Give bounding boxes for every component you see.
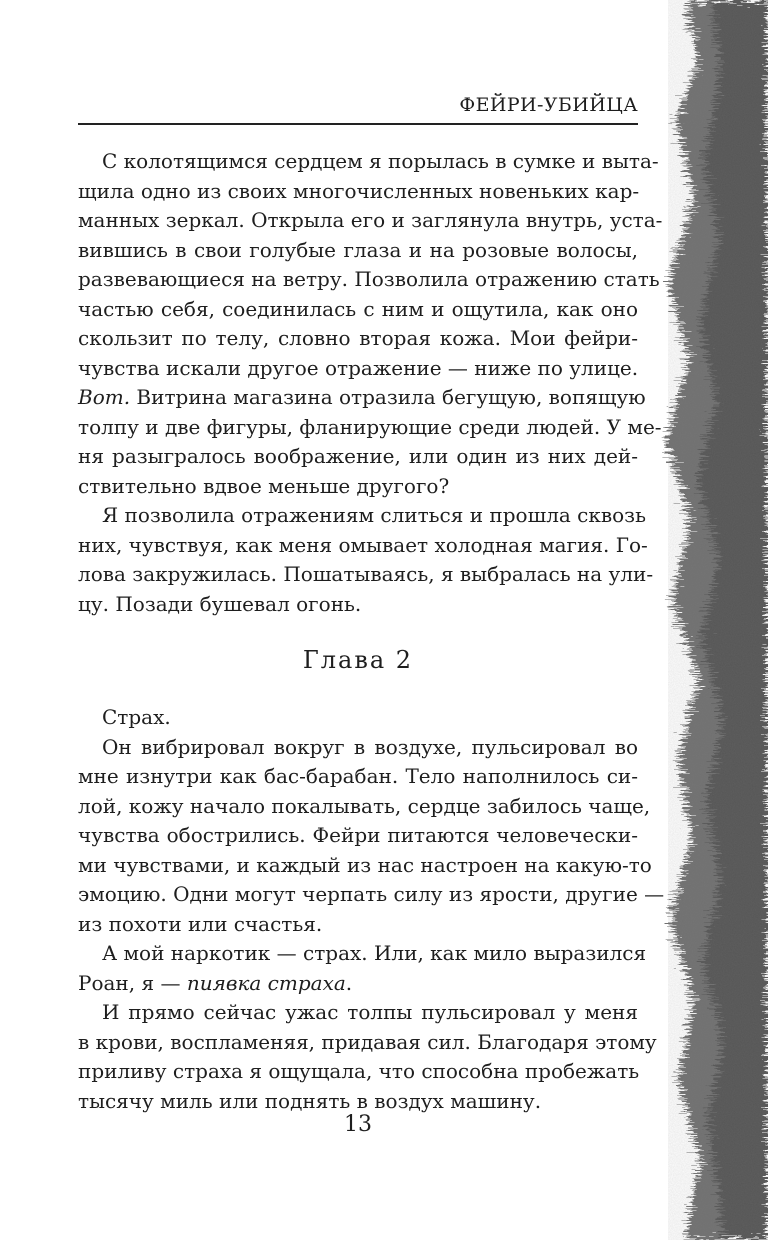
text-line-with-italic [78, 383, 646, 413]
period: . [345, 970, 353, 995]
page-number: 13 [344, 1112, 372, 1137]
text-line: в крови, воспламеняя, придавая сил. Благодаря этому [78, 1029, 657, 1054]
text-line: ствительно вдвое меньше другого? [78, 473, 450, 498]
text-line: чувства обострились. Фейри питаются человечески- [78, 823, 638, 847]
text-line: чувства искали другое отражение — ниже по улице. [78, 355, 639, 380]
text-line: частью себя, соединилась с ним и ощутила, как оно [78, 296, 638, 321]
body-text-section-1 [78, 147, 663, 619]
text-line: приливу страха я ощущала, что способна пробежать [78, 1059, 640, 1083]
text-line: эмоцию. Одни могут черпать силу из ярости, другие — [78, 882, 665, 906]
text-line: развевающиеся на ветру. Позволила отражению стать [78, 267, 660, 291]
text-line: щила одно из своих многочисленных новеньких кар- [78, 178, 640, 203]
text-line: из похоти или счастья. [78, 911, 323, 936]
text-fragment: Роан, я — [78, 970, 181, 995]
text-line: тысячу миль или поднять в воздух машину. [78, 1088, 542, 1113]
text-line: них, чувствуя, как меня омывает холодная магия. Го- [78, 532, 648, 557]
text-line: Я позволила отражениям слиться и прошла сквозь [102, 503, 646, 527]
text-line: лова закружилась. Пошатываясь, я выбралась на ули- [78, 562, 654, 586]
text-line: толпу и две фигуры, фланирующие среди людей. У ме- [78, 414, 662, 439]
text-line: Он вибрировал вокруг в воздухе, пульсировал во [102, 734, 638, 759]
italic-phrase: пиявка страха [186, 970, 346, 995]
text-line: лой, кожу начало покалывать, сердце забилось чаще, [78, 793, 651, 818]
ink-brush-edge [628, 0, 768, 1240]
text-line: манных зеркал. Открыла его и заглянула внутрь, уста- [78, 208, 663, 232]
text-line: ня разыгралось воображение, или один из них дей- [78, 444, 638, 468]
text-line: И прямо сейчас ужас толпы пульсировал у меня [102, 1000, 638, 1024]
running-header: ФЕЙРИ-УБИЙЦА [459, 94, 638, 116]
body-text-section-2 [78, 703, 665, 1116]
italic-word: Вот. [78, 385, 131, 409]
text-line-with-italic [78, 969, 638, 999]
text-line: цу. Позади бушевал огонь. [78, 591, 362, 616]
text-line: С колотящимся сердцем я порылась в сумке и выта- [102, 149, 659, 173]
header-rule [78, 123, 638, 125]
text-line: Страх. [102, 705, 171, 729]
text-line: вившись в свои голубые глаза и на розовые волосы, [78, 237, 638, 262]
chapter-title: Глава 2 [302, 646, 414, 674]
text-line: ми чувствами, и каждый из нас настроен на какую-то [78, 852, 652, 877]
text-line: А мой наркотик — страх. Или, как мило выразился [102, 941, 647, 965]
text-fragment: Витрина магазина отразила бегущую, вопящую [136, 385, 646, 409]
text-line: скользит по телу, словно вторая кожа. Мои фейри- [78, 326, 638, 350]
text-line: мне изнутри как бас-барабан. Тело наполнилось си- [78, 764, 638, 788]
